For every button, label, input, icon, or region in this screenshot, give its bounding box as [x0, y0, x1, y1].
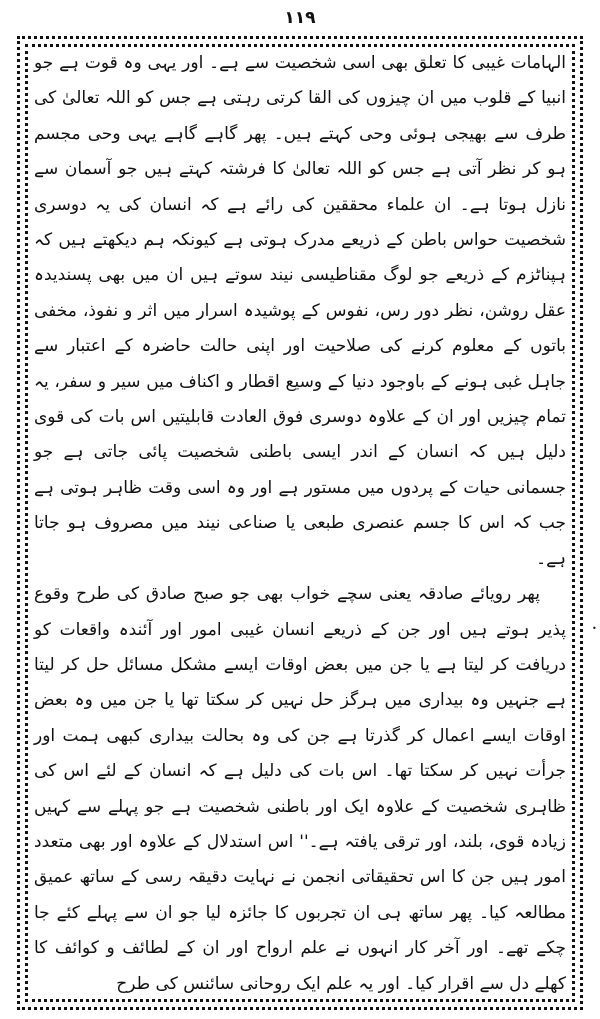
body-text: [34, 46, 566, 1002]
margin-dot: •: [592, 624, 597, 633]
paragraph: الہامات غیبی کا تعلق بھی اسی شخصیت سے ہے۔ اور یہی وہ قوت ہے جو انبیا کے قلوب میں ان چیزوں کی القا کرتی رہتی ہے جس کو اللہ تعالیٰ کی طرف سے بھیجی ہوئی وحی کہتے ہیں۔ پھر گاہے گاہے یہی وحی مجسم ہو کر نظر آتی ہے جس کو اللہ تعالیٰ کا فرشتہ کہتے ہیں جو آسمان سے نازل ہوتا ہے۔ ان علماء محققین کی رائے ہے کہ انسان کی یہ دوسری شخصیت حواس باطن کے ذریعے مدرک ہوتی ہے کیونکہ ہم دیکھتے ہیں کہ ہپناٹزم کے ذریعے جو لوگ مقناطیسی نیند سوتے ہیں ان میں بھی پسندیدہ عقل روشن، نظر دور رس، نفوس کے پوشیدہ اسرار میں اثر و نفوذ، مخفی باتوں کے معلوم کرنے کی صلاحیت اور اپنی حالت حاضرہ کے اعتبار سے جاہل غبی ہونے کے باوجود دنیا کے وسیع اقطار و اکناف میں سیر و سفر، یہ تمام چیزیں اور ان کے علاوہ دوسری فوق العادت قابلیتیں اس بات کی قوی دلیل ہیں کہ انسان کے اندر ایسی باطنی شخصیت پائی جاتی ہے جو جسمانی حیات کے پردوں میں مستور ہے اور وہ اسی وقت ظاہر ہوتی ہے جب کہ اس کا جسم عنصری طبعی یا صناعی نیند میں مصروف ہو جاتا ہے۔: [34, 53, 566, 569]
page-number: ۱۱۹: [284, 8, 316, 28]
paragraph: پھر رویائے صادقہ یعنی سچے خواب بھی جو صبح صادق کی طرح وقوع پذیر ہوتے ہیں اور جن کے ذریعے انسان غیبی امور اور آئندہ واقعات کو دریافت کر لیتا ہے یا جن میں بعض اوقات ایسے مشکل مسائل حل کر لیتا ہے جنہیں وہ بیداری میں ہرگز حل نہیں کر سکتا تھا یا جن میں وہ بعض اوقات ایسے اعمال کر گذرتا ہے جن کی وہ بحالت بیداری کبھی ہمت اور جرأت نہیں کر سکتا تھا۔ اس بات کی دلیل ہے کہ انسان کے لئے اس کی ظاہری شخصیت کے علاوہ ایک اور باطنی شخصیت ہے جو پہلے سے کہیں زیادہ قوی، بلند، اور ترقی یافتہ ہے۔'' اس استدلال کے علاوہ اور بھی متعدد امور ہیں جن کا اس تحقیقاتی انجمن نے نہایت دقیقہ رسی کے ساتھ عمیق مطالعہ کیا۔ پھر ساتھ ہی ان تجربوں کا جائزہ لیا جو ان سے پہلے کئے جا چکے تھے۔ اور آخر کار انہوں نے علم ارواح اور ان کے لطائف و کوائف کا کھلے دل سے اقرار کیا۔ اور یہ علم ایک روحانی سائنس کی طرح: [34, 584, 566, 994]
